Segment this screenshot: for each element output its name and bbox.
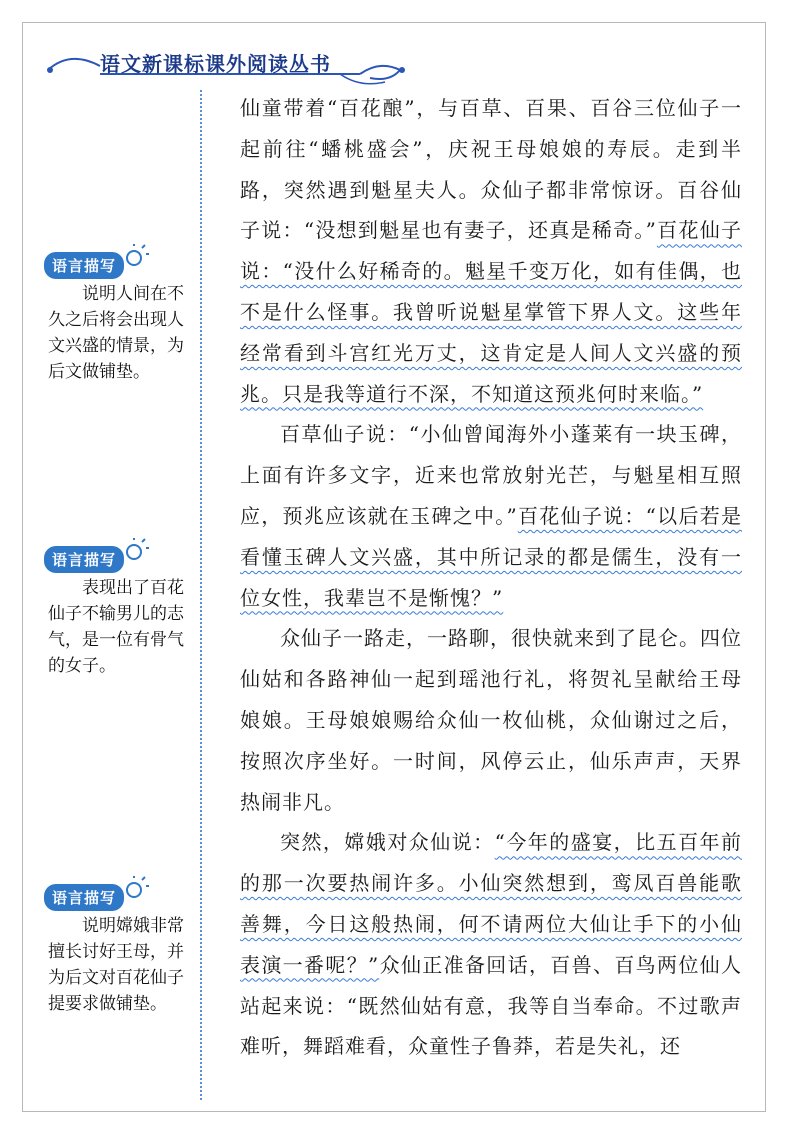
paragraph-text: 众仙正准备回话，百兽、百鸟两位仙人站起来说：“既然仙姑有意，我等自当奉命。不过歌声难听，舞蹈难看，众童性子鲁莽，若是失礼，还 [240, 952, 743, 1059]
annotation-tag: 语言描写 [44, 252, 124, 279]
series-title: 语文新课标课外阅读丛书 [100, 52, 331, 76]
paragraph-text: 仙童带着“百花酿”，与百草、百果、百谷三位仙子一起前往“蟠桃盛会”，庆祝王母娘娘的寿辰。走到半路，突然遇到魁星夫人。众仙子都非常惊讶。百谷仙子说：“没想到魁星也有妻子，还真是稀奇。” [240, 96, 742, 243]
annotation-text: 表现出了百花仙子不输男儿的志气，是一位有骨气的女子。 [48, 578, 184, 676]
lightbulb-icon [122, 876, 150, 904]
story-body [240, 88, 742, 1067]
paragraph [240, 88, 742, 414]
series-header [40, 30, 420, 86]
highlighted-text: “今年的盛宴，比五百年前的那一次要热闹许多。小仙突然想到，鸾凤百兽能歌善舞，今日这般热闹，何不请两位大仙让手下的小仙表演一番呢？” [240, 830, 742, 977]
highlighted-text: 百花仙子说：“以后若是看懂玉碑人文兴盛，其中所记录的都是儒生，没有一位女性，我辈岂不是惭愧？” [240, 503, 742, 610]
paragraph [240, 618, 742, 822]
annotation-text: 说明嫦娥非常擅长讨好王母，并为后文对百花仙子提要求做铺垫。 [48, 916, 184, 1014]
paragraph-text: 百草仙子说：“小仙曾闻海外小蓬莱有一块玉碑，上面有许多文字，近来也常放射光芒，与魁星相互照应，预兆应该就在玉碑之中。” [240, 422, 742, 528]
highlighted-text: 百花仙子说：“没什么好稀奇的。魁星千变万化，如有佳偶，也不是什么怪事。我曾听说魁星掌管下界人文。这些年经常看到斗宫红光万丈，这肯定是人间人文兴盛的预兆。只是我等道行不深，不知道这预兆何时来临。” [240, 218, 742, 406]
paragraph-text: 突然，嫦娥对众仙说： [280, 830, 495, 855]
paragraph [240, 414, 742, 618]
annotation-text: 说明人间在不久之后将会出现人文兴盛的情景，为后文做铺垫。 [48, 284, 184, 382]
paragraph [240, 822, 742, 1067]
annotation-note [44, 884, 194, 1017]
lightbulb-icon [122, 538, 150, 566]
annotation-tag: 语言描写 [44, 884, 124, 911]
annotation-note [44, 546, 194, 679]
column-divider [200, 90, 202, 1100]
annotation-tag: 语言描写 [44, 546, 124, 573]
lightbulb-icon [122, 244, 150, 272]
paragraph-text: 众仙子一路走，一路聊，很快就来到了昆仑。四位仙姑和各路神仙一起到瑶池行礼，将贺礼呈献给王母娘娘。王母娘娘赐给众仙一枚仙桃，众仙谢过之后，按照次序坐好。一时间，风停云止，仙乐声声，天界热闹非凡。 [240, 626, 742, 814]
annotation-note [44, 252, 194, 385]
